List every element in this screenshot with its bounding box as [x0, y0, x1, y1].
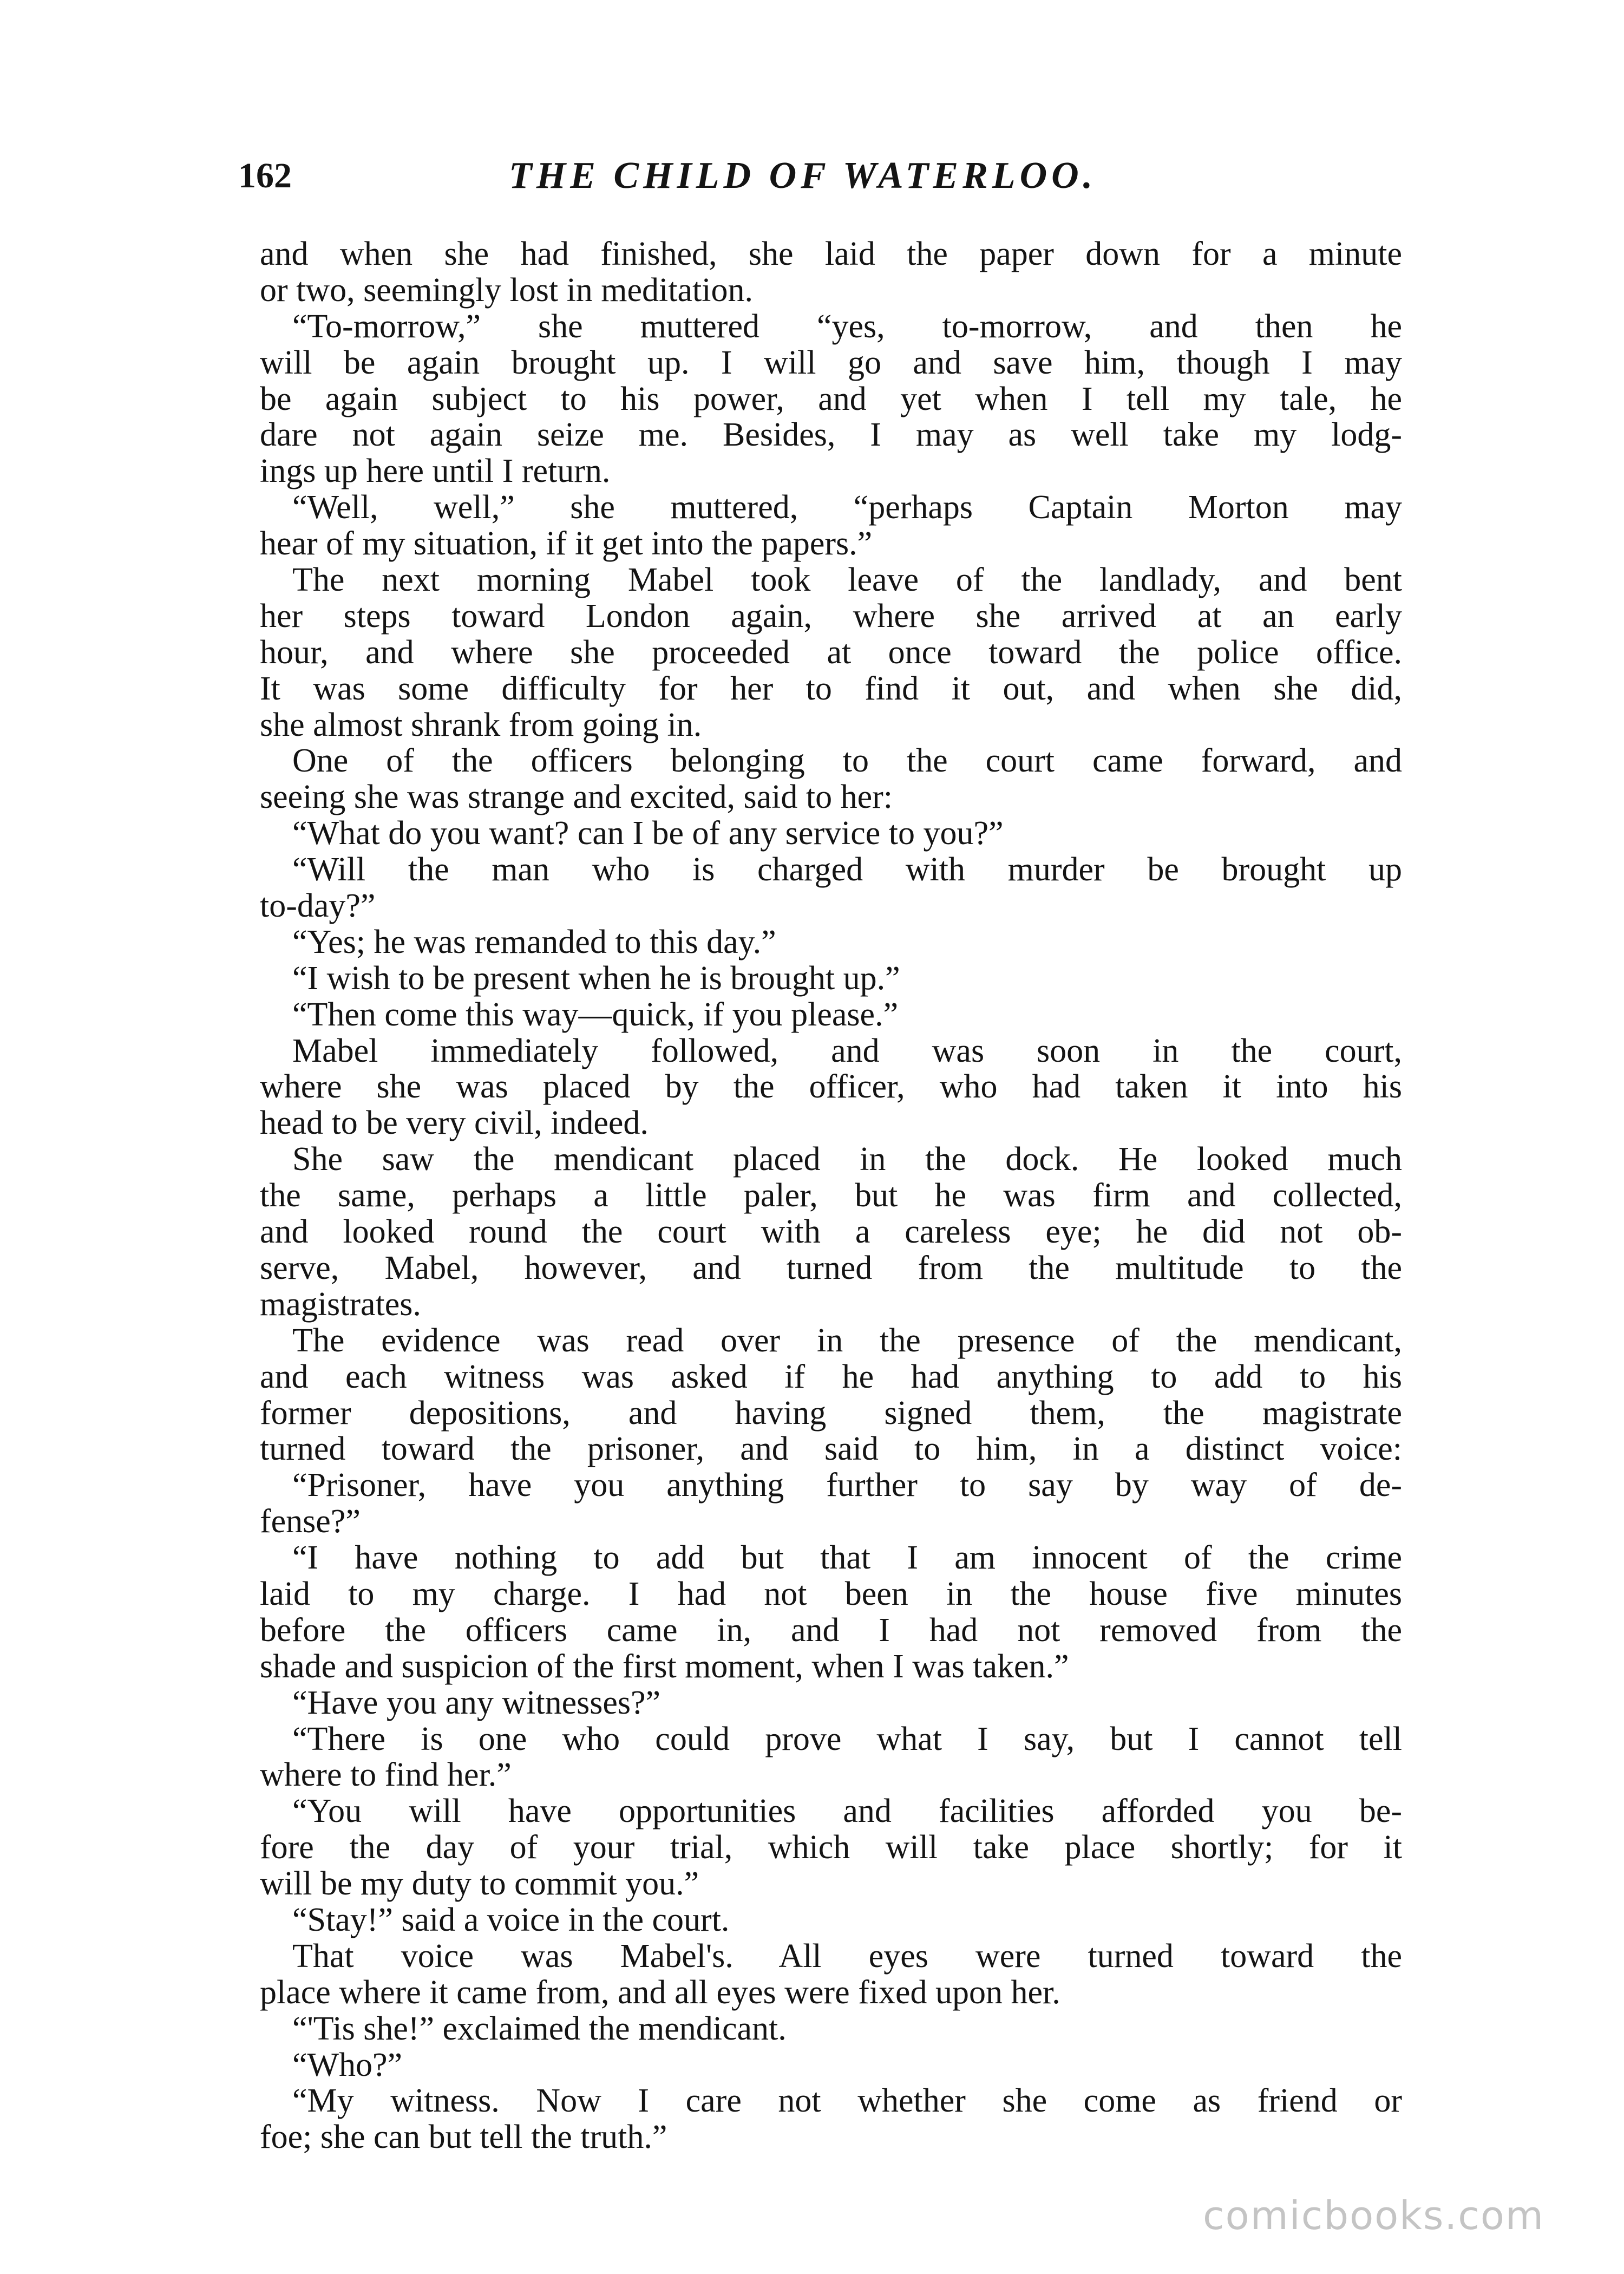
text-line: magistrates.: [260, 1285, 421, 1323]
text-line: “Have you any witnesses?”: [292, 1684, 661, 1721]
text-line: before the officers came in, and I had not removed from the: [260, 1611, 1402, 1649]
text-line: “Prisoner, have you anything further to say by way of de-: [292, 1467, 1402, 1504]
text-line: The next morning Mabel took leave of the landlady, and bent: [292, 561, 1402, 599]
text-line: former depositions, and having signed them, the magistrate: [260, 1394, 1402, 1432]
text-line: “Well, well,” she muttered, “perhaps Captain Morton may: [292, 489, 1402, 526]
text-line: will be again brought up. I will go and save him, though I may: [260, 344, 1402, 381]
text-line: hear of my situation, if it get into the papers.”: [260, 525, 873, 563]
text-line: and looked round the court with a careless eye; he did not ob-: [260, 1213, 1402, 1251]
text-line: “I have nothing to add but that I am innocent of the crime: [292, 1539, 1402, 1577]
text-line: head to be very civil, indeed.: [260, 1105, 649, 1142]
running-title: THE CHILD OF WATERLOO.: [509, 155, 1097, 197]
text-line: “You will have opportunities and facilities afforded you be-: [292, 1793, 1402, 1830]
text-line: “Yes; he was remanded to this day.”: [292, 923, 776, 960]
page-header: [238, 146, 1397, 206]
text-line: “Will the man who is charged with murder be brought up: [292, 851, 1402, 888]
text-line: the same, perhaps a little paler, but he was firm and collected,: [260, 1177, 1402, 1214]
text-line: Mabel immediately followed, and was soon in the court,: [292, 1032, 1402, 1069]
text-line: “Then come this way—quick, if you please.”: [292, 996, 899, 1033]
text-line: where she was placed by the officer, who had taken it into his: [260, 1068, 1402, 1106]
text-line: her steps toward London again, where she arrived at an early: [260, 597, 1402, 635]
text-line: turned toward the prisoner, and said to him, in a distinct voice:: [260, 1430, 1402, 1468]
text-line: and when she had finished, she laid the paper down for a minute: [260, 236, 1402, 272]
text-line: “Who?”: [292, 2046, 403, 2083]
text-line: and each witness was asked if he had anything to add to his: [260, 1358, 1402, 1395]
text-line: foe; she can but tell the truth.”: [260, 2119, 667, 2156]
text-line: hour, and where she proceeded at once toward the police office.: [260, 633, 1402, 671]
watermark: comicbooks.com: [1203, 2193, 1545, 2238]
page-number: 162: [238, 156, 292, 195]
text-line: One of the officers belonging to the court came forward, and: [292, 742, 1402, 780]
text-line: shade and suspicion of the first moment, when I was taken.”: [260, 1648, 1069, 1685]
body-text: [260, 236, 1402, 2155]
text-line: It was some difficulty for her to find it out, and when she did,: [260, 670, 1402, 707]
text-line: She saw the mendicant placed in the dock. He looked much: [292, 1141, 1402, 1178]
text-line: laid to my charge. I had not been in the house five minutes: [260, 1575, 1402, 1612]
text-line: fense?”: [260, 1503, 361, 1540]
text-line: or two, seemingly lost in meditation.: [260, 271, 753, 309]
text-line: to-day?”: [260, 887, 376, 925]
text-line: “'Tis she!” exclaimed the mendicant.: [292, 2010, 787, 2047]
text-line: “What do you want? can I be of any service to you?”: [292, 815, 1004, 852]
text-line: “My witness. Now I care not whether she come as friend or: [292, 2082, 1402, 2120]
text-line: where to find her.”: [260, 1756, 512, 1794]
text-line: will be my duty to commit you.”: [260, 1865, 699, 1903]
text-line: “I wish to be present when he is brought up.”: [292, 959, 900, 997]
text-line: serve, Mabel, however, and turned from the multitude to the: [260, 1249, 1402, 1286]
text-line: seeing she was strange and excited, said to her:: [260, 779, 893, 816]
text-line: she almost shrank from going in.: [260, 706, 702, 743]
text-line: fore the day of your trial, which will take place shortly; for it: [260, 1829, 1402, 1866]
text-line: dare not again seize me. Besides, I may as well take my lodg-: [260, 416, 1402, 454]
text-line: ings up here until I return.: [260, 453, 611, 490]
text-line: “To-morrow,” she muttered “yes, to-morrow, and then he: [292, 308, 1402, 345]
text-line: That voice was Mabel's. All eyes were turned toward the: [292, 1937, 1402, 1975]
text-line: “There is one who could prove what I say, but I cannot tell: [292, 1720, 1402, 1757]
text-line: “Stay!” said a voice in the court.: [292, 1901, 730, 1938]
text-line: place where it came from, and all eyes were fixed upon her.: [260, 1974, 1060, 2011]
text-line: be again subject to his power, and yet when I tell my tale, he: [260, 380, 1402, 417]
text-line: The evidence was read over in the presence of the mendicant,: [292, 1322, 1402, 1359]
